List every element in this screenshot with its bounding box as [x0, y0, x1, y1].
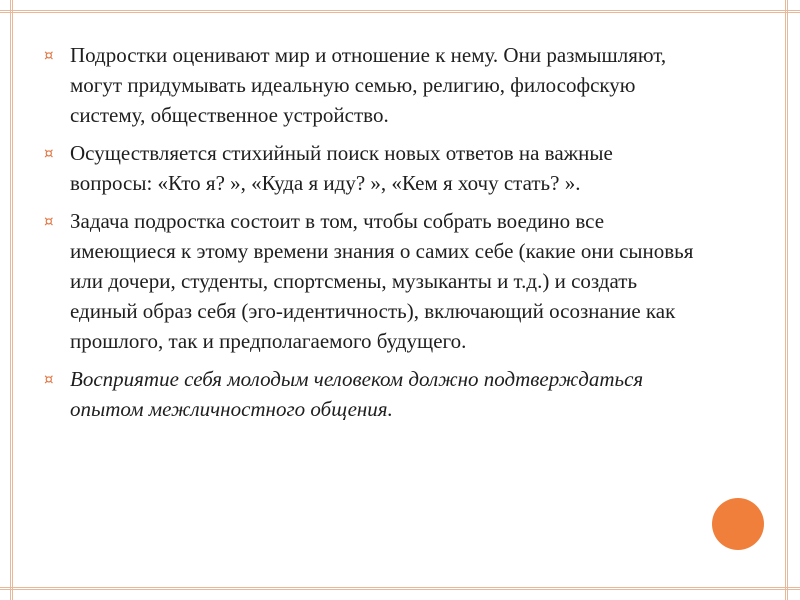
slide-content [44, 40, 694, 432]
bullet-text: Восприятие себя молодым человеком должно подтверждаться опытом межличностного общения. [70, 367, 644, 421]
open-bullet-icon: ¤ [44, 144, 54, 162]
bullet-item [44, 40, 694, 130]
open-bullet-icon: ¤ [44, 46, 54, 64]
bullet-text: Осуществляется стихийный поиск новых ответов на важные вопросы: «Кто я? », «Куда я иду? », «Кем я хочу стать? ». [70, 141, 613, 195]
frame-line [787, 0, 788, 600]
frame-line [12, 0, 13, 600]
bullet-item [44, 364, 694, 424]
decorative-circle [712, 498, 764, 550]
frame-line [0, 589, 800, 590]
open-bullet-icon: ¤ [44, 212, 54, 230]
frame-line [0, 10, 800, 11]
open-bullet-icon: ¤ [44, 370, 54, 388]
bullet-item [44, 206, 694, 356]
bullet-item [44, 138, 694, 198]
bullet-text: Задача подростка состоит в том, чтобы собрать воедино все имеющиеся к этому времени знания о самих себе (какие они сыновья или дочери, студенты, спортсмены, музыканты и т.д.) и создать единый образ себя (эго-идентичность), включающий осознание как прошлого, так и предполагаемого будущего. [70, 209, 694, 353]
frame-line [0, 12, 800, 13]
frame-line [10, 0, 11, 600]
frame-line [0, 587, 800, 588]
bullet-text: Подростки оценивают мир и отношение к нему. Они размышляют, могут придумывать идеальную семью, религию, философскую систему, общественное устройство. [70, 43, 667, 127]
frame-line [785, 0, 786, 600]
